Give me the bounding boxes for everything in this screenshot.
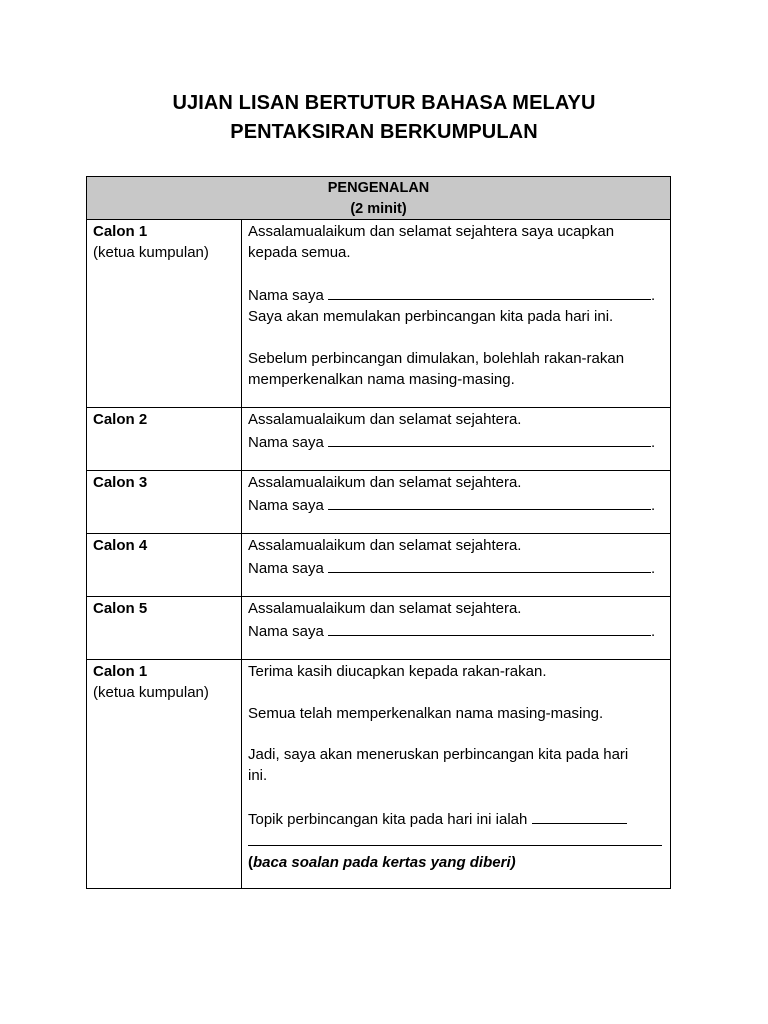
name-blank-field[interactable] <box>328 284 651 300</box>
topic-line-continued <box>248 830 664 853</box>
name-suffix: . <box>651 559 656 577</box>
name-line <box>248 431 664 454</box>
candidate-label: Calon 4 <box>93 537 148 554</box>
topic-line <box>248 808 664 831</box>
script-cell <box>242 534 671 597</box>
candidate-cell <box>87 220 242 408</box>
name-suffix: . <box>651 287 656 305</box>
document-subtitle: PENTAKSIRAN BERKUMPULAN <box>230 121 538 143</box>
candidate-label: Calon 5 <box>93 600 148 617</box>
candidate-cell <box>87 471 242 534</box>
script-line: Assalamualaikum dan selamat sejahtera. <box>248 537 522 554</box>
note-text: baca soalan pada kertas yang diberi) <box>253 854 516 872</box>
table-header-row <box>87 177 671 220</box>
note-open-paren: ( <box>248 854 253 872</box>
candidate-cell <box>87 408 242 471</box>
script-line: Terima kasih diucapkan kepada rakan-rakan. <box>248 663 547 680</box>
name-suffix: . <box>651 433 656 451</box>
script-cell <box>242 471 671 534</box>
script-line: Jadi, saya akan meneruskan perbincangan kita pada hari <box>248 746 629 764</box>
table-row <box>87 534 671 597</box>
candidate-role: (ketua kumpulan) <box>93 243 209 261</box>
section-title: PENGENALAN <box>327 180 430 196</box>
name-prefix: Nama saya <box>248 496 329 514</box>
candidate-label: Calon 1 <box>93 663 148 680</box>
script-line: Sebelum perbincangan dimulakan, bolehlah rakan-rakan <box>248 349 625 367</box>
table-row <box>87 660 671 889</box>
table-row <box>87 408 671 471</box>
script-cell <box>242 597 671 660</box>
script-line: memperkenalkan nama masing-masing. <box>248 370 515 388</box>
script-line: Assalamualaikum dan selamat sejahtera. <box>248 411 522 428</box>
name-suffix: . <box>651 496 656 514</box>
name-prefix: Nama saya <box>248 559 329 577</box>
name-prefix: Nama saya <box>248 622 329 640</box>
candidate-cell <box>87 660 242 889</box>
script-cell <box>242 408 671 471</box>
introduction-table <box>86 176 671 889</box>
script-line: Saya akan memulakan perbincangan kita pada hari ini. <box>248 308 614 326</box>
name-blank-field[interactable] <box>328 494 651 510</box>
table-row <box>87 220 671 408</box>
name-line <box>248 494 664 517</box>
candidate-label: Calon 3 <box>93 474 148 491</box>
table-row <box>87 471 671 534</box>
name-blank-field[interactable] <box>328 557 651 573</box>
candidate-role: (ketua kumpulan) <box>93 683 209 701</box>
script-line: Assalamualaikum dan selamat sejahtera. <box>248 474 522 491</box>
section-duration: (2 minit) <box>350 200 407 217</box>
script-line: Semua telah memperkenalkan nama masing-masing. <box>248 704 604 722</box>
script-line: Assalamualaikum dan selamat sejahtera. <box>248 600 522 617</box>
instruction-note <box>248 853 664 874</box>
script-line: Assalamualaikum dan selamat sejahtera saya ucapkan <box>248 223 615 240</box>
topic-blank-field-2[interactable] <box>248 830 662 846</box>
name-prefix: Nama saya <box>248 287 329 305</box>
table-row <box>87 597 671 660</box>
candidate-label: Calon 2 <box>93 411 148 428</box>
script-line: ini. <box>248 766 268 784</box>
name-suffix: . <box>651 622 656 640</box>
name-line <box>248 284 664 307</box>
name-blank-field[interactable] <box>328 431 651 447</box>
candidate-cell <box>87 597 242 660</box>
script-cell <box>242 220 671 408</box>
name-prefix: Nama saya <box>248 433 329 451</box>
document-title: UJIAN LISAN BERTUTUR BAHASA MELAYU <box>172 92 596 114</box>
name-blank-field[interactable] <box>328 620 651 636</box>
topic-blank-field[interactable] <box>532 808 627 824</box>
name-line <box>248 557 664 580</box>
section-header <box>87 177 671 220</box>
name-line <box>248 620 664 643</box>
script-line: kepada semua. <box>248 243 351 261</box>
topic-prefix: Topik perbincangan kita pada hari ini ialah <box>248 810 532 828</box>
candidate-cell <box>87 534 242 597</box>
script-cell <box>242 660 671 889</box>
candidate-label: Calon 1 <box>93 223 148 240</box>
